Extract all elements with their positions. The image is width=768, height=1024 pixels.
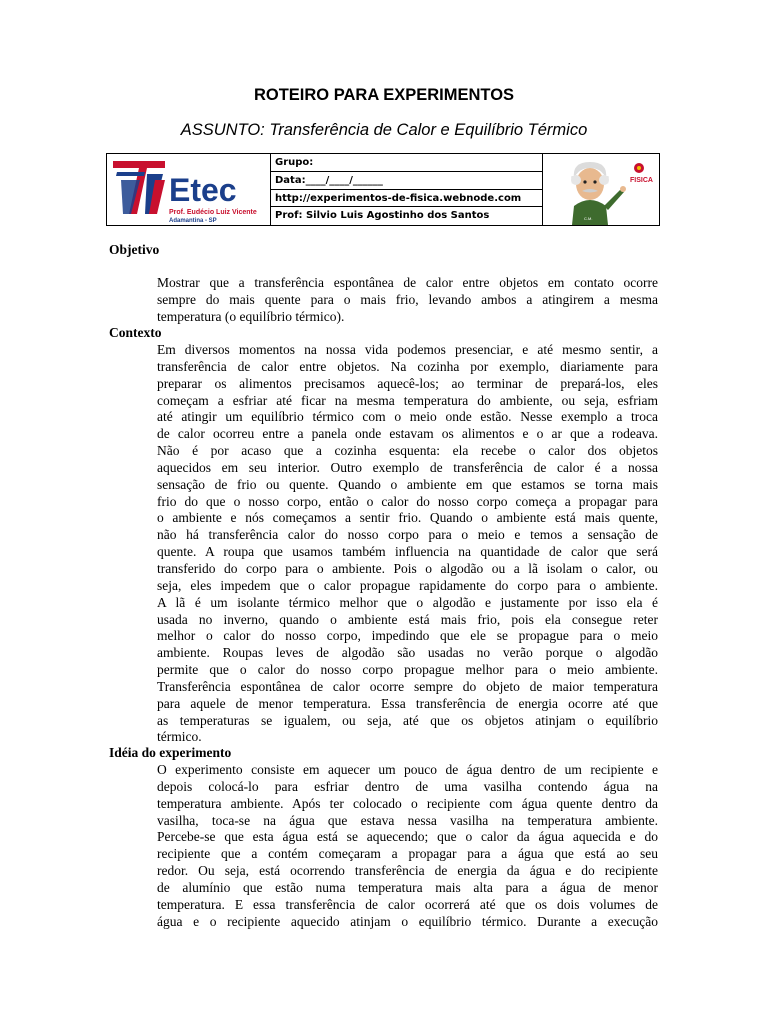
text-line: até atingir um equilíbrio térmico com o meio onde estão. Nesse exemplo a troca: [157, 409, 658, 425]
text-line: A lã é um isolante térmico melhor que o algodão e justamente por isso ela é: [157, 594, 658, 610]
text-line: melhor o calor do nosso corpo, impedindo que ele se propague para o meio: [157, 628, 658, 644]
text-line: usada no inverno, quando o ambiente está mais frio, pois ela consegue reter: [157, 611, 658, 627]
professor-row: Prof: Silvio Luis Agostinho dos Santos: [275, 210, 490, 222]
text-line: o ambiente e nós começamos a sentir frio. Quando o ambiente está mais quente,: [157, 510, 658, 526]
einstein-mascot-icon: [544, 154, 659, 225]
text-line: sensação de frio ou quente. Quando o ambiente em que estamos se torna mais: [157, 476, 658, 492]
logo-school: Prof. Eudécio Luiz Vicente: [169, 209, 257, 216]
text-line: Mostrar que a transferência espontânea de calor entre objetos em contato ocorre: [157, 275, 658, 290]
section-heading-ideia: Idéia do experimento: [109, 745, 232, 760]
text-line: de calor ocorreu entre a panela onde estavam os alimentos e o ar que a rodeava.: [157, 426, 658, 442]
logo-name: Etec: [169, 172, 237, 208]
section-body-objetivo: [157, 275, 658, 326]
text-line: Transferência espontânea de calor ocorre sempre do objeto de maior temperatura: [157, 678, 658, 694]
text-line: transferência de calor entre objetos. Na cozinha por exemplo, diariamente para: [157, 358, 658, 374]
text-line: quente. A roupa que usamos também influencia na quantidade de calor que será: [157, 544, 658, 560]
text-line: ambiente. Roupas leves de algodão são usadas no verão porque o algodão: [157, 645, 658, 661]
text-line: sempre do mais quente para o mais frio, levando ambos a atingirem a mesma: [157, 291, 658, 307]
text-line: frio do que o nosso corpo, então o calor do nosso corpo começa a propagar para: [157, 493, 658, 509]
text-line: Não é por acaso que a cozinha esquenta: ela recebe o calor dos objetos: [157, 443, 658, 459]
text-line: redor. Ou seja, está ocorrendo transferência de energia da água e do recipiente: [157, 863, 658, 879]
text-line: térmico.: [157, 729, 202, 745]
mascot-illustration: [544, 154, 659, 225]
group-row: Grupo:: [271, 154, 542, 172]
text-line: Em diversos momentos na nossa vida podemos presenciar, e até mesmo sentir, a: [157, 342, 658, 357]
text-line: temperatura. E essa transferência de calor ocorrerá até que os dois volumes de: [157, 896, 658, 912]
date-row: Data:____/____/______: [271, 172, 542, 190]
text-line: água e o recipiente aquecido atinjam o equilíbrio térmico. Durante a execução: [157, 913, 658, 929]
text-line: preparar os alimentos precisamos aquecê-los; ao terminar de prepará-los, eles: [157, 375, 658, 391]
text-line: recipiente que a contém começaram a propagar para a água que está ao seu: [157, 846, 658, 862]
text-line: começam a esfriar até ficar na mesma temperatura do ambiente, ou seja, esfriam: [157, 392, 658, 408]
mascot-badge: C.M.: [584, 216, 593, 221]
text-line: vasilha, toca-se na água que estava nessa vasilha na temperatura ambiente.: [157, 812, 658, 828]
mascot-label: FISICA: [630, 177, 653, 184]
section-body-ideia: [157, 762, 658, 930]
etec-logo-icon: [107, 154, 269, 225]
url-row: http://experimentos-de-fisica.webnode.com: [271, 190, 542, 208]
section-heading-contexto: Contexto: [109, 325, 162, 340]
document-subtitle: ASSUNTO: Transferência de Calor e Equilíbrio Térmico: [180, 121, 588, 139]
info-table: [270, 154, 543, 225]
text-line: para aquele de menor temperatura. Essa transferência de energia ocorre até que: [157, 695, 658, 711]
document-title: ROTEIRO PARA EXPERIMENTOS: [253, 86, 515, 104]
etec-logo: [107, 154, 269, 225]
text-line: aquecidos em seu interior. Outro exemplo de transferência de calor é a nossa: [157, 459, 658, 475]
section-heading-objetivo: Objetivo: [109, 242, 160, 257]
section-body-contexto: [157, 342, 658, 746]
text-line: não há transferência calor do nosso corpo para o meio e temos a sensação de: [157, 527, 658, 543]
text-line: de alumínio que estão numa temperatura mais alta para a água de menor: [157, 879, 658, 895]
text-line: transferido do corpo para o ambiente. Pois o algodão ou a lã isolam o calor, ou: [157, 560, 658, 576]
header-table: [106, 153, 660, 226]
logo-city: Adamantina - SP: [169, 218, 217, 224]
text-line: permite que o calor do nosso corpo propague melhor para o meio ambiente.: [157, 662, 658, 678]
text-line: temperatura (o equilíbrio térmico).: [157, 308, 345, 324]
text-line: O experimento consiste em aquecer um pouco de água dentro de um recipiente e: [157, 762, 658, 777]
text-line: depois colocá-lo para esfriar dentro de uma vasilha contendo água na: [157, 778, 658, 794]
text-line: temperatura ambiente. Após ter colocado o recipiente com água quente dentro da: [157, 795, 658, 811]
text-line: as temperaturas se igualem, ou seja, até que os objetos atinjam o equilíbrio: [157, 712, 658, 728]
text-line: seja, eles impedem que o calor propague rapidamente do corpo para o ambiente.: [157, 577, 658, 593]
text-line: Percebe-se que esta água está se aquecendo; que o calor da água aquecida e do: [157, 829, 658, 845]
